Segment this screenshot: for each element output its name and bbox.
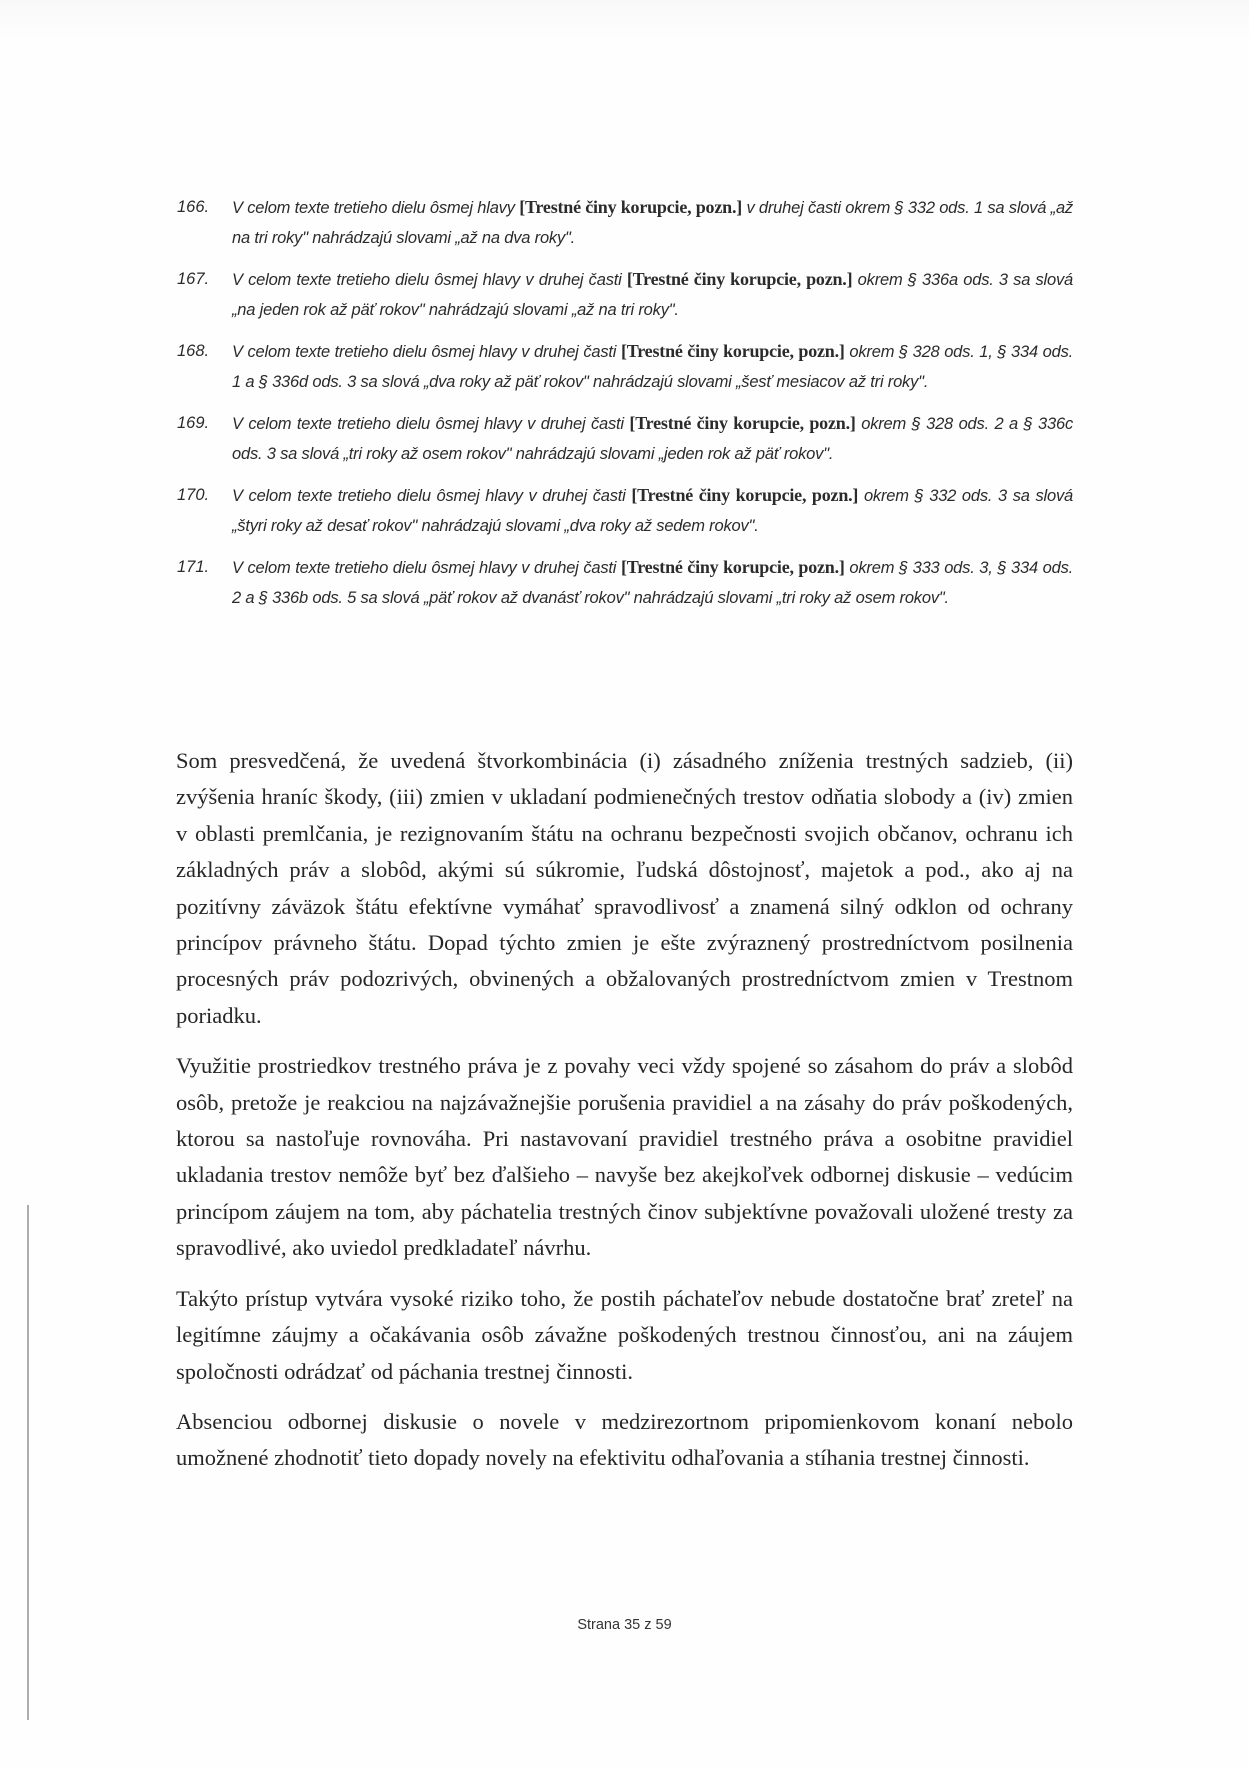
amendment-text-post: okrem § 333 ods. 3, § 334 ods. 2 a § 336b ods. 5 sa slová „päť rokov až dvanásť rokov" nahrádzajú slovami „tri roky až osem rokov". bbox=[232, 559, 1074, 607]
amendment-list bbox=[177, 192, 1073, 624]
amendment-text bbox=[232, 552, 1073, 613]
amendment-number: 167. bbox=[177, 270, 210, 288]
amendment-item bbox=[177, 408, 1073, 469]
scan-artifact-line bbox=[27, 1205, 29, 1720]
amendment-text bbox=[232, 336, 1073, 397]
amendment-text bbox=[232, 480, 1073, 541]
amendment-number: 169. bbox=[177, 414, 210, 432]
body-paragraph: Využitie prostriedkov trestného práva je z povahy veci vždy spojené so zásahom do práv a slobôd osôb, pretože je reakciou na najzávažnejšie porušenia pravidiel a na zásahy do práv poškodených, ktorou sa nastoľuje rovnováha. Pri nastavovaní pravidiel trestného práva a osobitne pravidiel ukladania trestov nemôže byť bez ďalšieho – navyše bez akejkoľvek odbornej diskusie – vedúcim princípom záujem na tom, aby páchatelia trestných činov subjektívne považovali uložené tresty za spravodlivé, ako uviedol predkladateľ návrhu. bbox=[176, 1053, 1073, 1261]
body-paragraph: Som presvedčená, že uvedená štvorkombinácia (i) zásadného zníženia trestných sadzieb, (ii) zvýšenia hraníc škody, (iii) zmien v ukladaní podmienečných trestov odňatia slobody a (iv) zmien v oblasti premlčania, je rezignovaním štátu na ochranu bezpečnosti svojich občanov, ochranu ich základných práv a slobôd, akými sú súkromie, ľudská dôstojnosť, majetok a pod., ako aj na pozitívny záväzok štátu efektívne vymáhať spravodlivosť a znamená silný odklon od ochrany princípov právneho štátu. Dopad týchto zmien je ešte zvýraznený prostredníctvom posilnenia procesných práv podozrivých, obvinených a obžalovaných prostredníctvom zmien v Trestnom poriadku. bbox=[176, 748, 1073, 1028]
amendment-bracket-note: [Trestné činy korupcie, pozn.] bbox=[629, 413, 856, 433]
amendment-number: 170. bbox=[177, 486, 210, 504]
amendment-bracket-note: [Trestné činy korupcie, pozn.] bbox=[620, 557, 845, 577]
page-number: Strana 35 z 59 bbox=[577, 1617, 672, 1633]
amendment-text-post: okrem § 328 ods. 1, § 334 ods. 1 a § 336d ods. 3 sa slová „dva roky až päť rokov" nahrádzajú slovami „šesť mesiacov až tri roky". bbox=[232, 343, 1074, 391]
amendment-item bbox=[177, 552, 1073, 613]
amendment-item bbox=[177, 336, 1073, 397]
amendment-text bbox=[232, 264, 1073, 325]
amendment-item bbox=[177, 480, 1073, 541]
amendment-number: 166. bbox=[177, 198, 210, 216]
amendment-item bbox=[177, 192, 1073, 253]
amendment-text-pre: V celom texte tretieho dielu ôsmej hlavy v druhej časti bbox=[232, 343, 621, 361]
amendment-text-pre: V celom texte tretieho dielu ôsmej hlavy bbox=[232, 199, 520, 217]
amendment-bracket-note: [Trestné činy korupcie, pozn.] bbox=[626, 269, 853, 289]
amendment-number: 171. bbox=[177, 558, 210, 576]
body-paragraph: Absenciou odbornej diskusie o novele v medzirezortnom pripomienkovom konaní nebolo umožnené zhodnotiť tieto dopady novely na efektivitu odhaľovania a stíhania trestnej činnosti. bbox=[176, 1408, 1073, 1471]
scan-artifact-top bbox=[0, 0, 1249, 40]
amendment-text-post: okrem § 332 ods. 3 sa slová „štyri roky až desať rokov" nahrádzajú slovami „dva roky až sedem rokov". bbox=[232, 487, 1073, 535]
amendment-text-pre: V celom texte tretieho dielu ôsmej hlavy v druhej časti bbox=[232, 271, 627, 289]
body-paragraph: Takýto prístup vytvára vysoké riziko toho, že postih páchateľov nebude dostatočne brať zreteľ na legitímne záujmy a očakávania osôb závažne poškodených trestnou činnosťou, ani na záujem spoločnosti odrádzať od páchania trestnej činnosti. bbox=[176, 1285, 1073, 1384]
amendment-text bbox=[232, 408, 1073, 469]
amendment-text-post: v druhej časti okrem § 332 ods. 1 sa slová „až na tri roky" nahrádzajú slovami „až na dva roky". bbox=[232, 199, 1074, 247]
amendment-text bbox=[232, 192, 1073, 253]
amendment-text-pre: V celom texte tretieho dielu ôsmej hlavy v druhej časti bbox=[232, 487, 632, 505]
amendment-item bbox=[177, 264, 1073, 325]
amendment-text-pre: V celom texte tretieho dielu ôsmej hlavy v druhej časti bbox=[232, 415, 630, 433]
amendment-text-post: okrem § 336a ods. 3 sa slová „na jeden rok až päť rokov" nahrádzajú slovami „až na tri roky". bbox=[232, 271, 1073, 319]
amendment-bracket-note: [Trestné činy korupcie, pozn.] bbox=[620, 341, 845, 361]
amendment-number: 168. bbox=[177, 342, 210, 360]
amendment-bracket-note: [Trestné činy korupcie, pozn.] bbox=[631, 485, 859, 505]
amendment-text-post: okrem § 328 ods. 2 a § 336c ods. 3 sa slová „tri roky až osem rokov" nahrádzajú slovami „jeden rok až päť rokov". bbox=[232, 415, 1074, 463]
body-text bbox=[176, 743, 1073, 1491]
amendment-text-pre: V celom texte tretieho dielu ôsmej hlavy v druhej časti bbox=[232, 559, 621, 577]
amendment-bracket-note: [Trestné činy korupcie, pozn.] bbox=[519, 197, 743, 217]
